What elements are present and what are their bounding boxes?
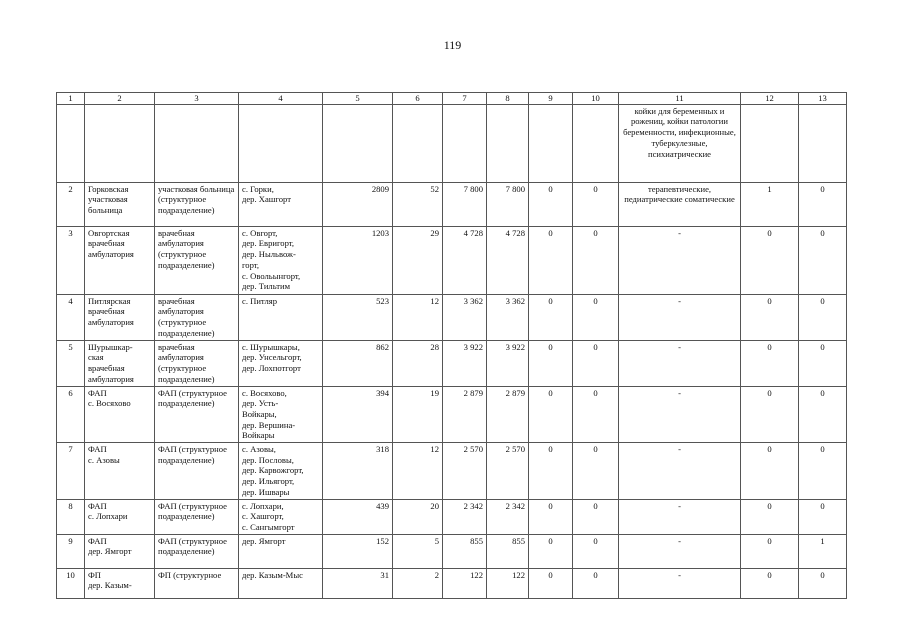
col9-cell: 0: [529, 226, 573, 294]
col9-cell: 0: [529, 568, 573, 598]
col7-cell: 122: [443, 568, 487, 598]
col12-cell: 0: [741, 340, 799, 386]
col10-cell: 0: [573, 534, 619, 568]
population-cell: 31: [323, 568, 393, 598]
settlements-cell: с. Овгорт, дер. Евригорт, дер. Ныльвож- горт, с. Овольынгорт, дер. Тильтим: [239, 226, 323, 294]
col13-cell: 1: [799, 534, 847, 568]
row-number-cell: 9: [57, 534, 85, 568]
col12-cell: 0: [741, 443, 799, 500]
col12-cell: 0: [741, 226, 799, 294]
facility-type-cell: врачебная амбулатория (структурное подразделение): [155, 340, 239, 386]
row-number-cell: 2: [57, 182, 85, 226]
col13-cell: 0: [799, 568, 847, 598]
facility-type-cell: ФАП (структурное подразделение): [155, 386, 239, 443]
col8-cell: 3 922: [487, 340, 529, 386]
col8-cell: 855: [487, 534, 529, 568]
row-number-cell: 6: [57, 386, 85, 443]
facility-type-cell: врачебная амбулатория (структурное подразделение): [155, 294, 239, 340]
col10-cell: 0: [573, 294, 619, 340]
col9-cell: 0: [529, 294, 573, 340]
facility-name-cell: ФАП с. Лопхари: [85, 499, 155, 534]
facility-name-cell: ФАП с. Азовы: [85, 443, 155, 500]
column-header: 4: [239, 93, 323, 105]
col10-cell: 0: [573, 443, 619, 500]
table-cell: [155, 104, 239, 182]
col8-cell: 2 879: [487, 386, 529, 443]
facility-name-cell: ФАП дер. Ямгорт: [85, 534, 155, 568]
facility-name-cell: Шурышкар- ская врачебная амбулатория: [85, 340, 155, 386]
col8-cell: 2 570: [487, 443, 529, 500]
population-cell: 862: [323, 340, 393, 386]
facility-type-cell: ФАП (структурное подразделение): [155, 534, 239, 568]
bed-profile-cell: -: [619, 534, 741, 568]
table-cell: [529, 104, 573, 182]
facility-type-cell: ФАП (структурное подразделение): [155, 443, 239, 500]
col6-cell: 12: [393, 294, 443, 340]
table-cell: [57, 104, 85, 182]
table-row: [57, 499, 847, 534]
col13-cell: 0: [799, 443, 847, 500]
facility-type-cell: ФП (структурное: [155, 568, 239, 598]
col13-cell: 0: [799, 294, 847, 340]
table-row: [57, 226, 847, 294]
population-cell: 1203: [323, 226, 393, 294]
col6-cell: 19: [393, 386, 443, 443]
page-number: 119: [443, 38, 462, 52]
population-cell: 523: [323, 294, 393, 340]
facility-name-cell: ФП дер. Казым-: [85, 568, 155, 598]
settlements-cell: дер. Казым-Мыс: [239, 568, 323, 598]
col9-cell: 0: [529, 182, 573, 226]
table-cell: [799, 104, 847, 182]
facility-type-cell: участковая больница (структурное подразделение): [155, 182, 239, 226]
table-row: [57, 386, 847, 443]
col13-cell: 0: [799, 182, 847, 226]
row-number-cell: 10: [57, 568, 85, 598]
population-cell: 152: [323, 534, 393, 568]
column-header: 8: [487, 93, 529, 105]
col7-cell: 2 879: [443, 386, 487, 443]
bed-profile-cell: койки для беременных и рожениц, койки патологии беременности, инфекционные, туберкулезные, психиатрические: [619, 104, 741, 182]
col12-cell: 0: [741, 294, 799, 340]
col8-cell: 122: [487, 568, 529, 598]
settlements-cell: с. Шурышкары, дер. Унсельгорт, дер. Лохпотгорт: [239, 340, 323, 386]
table-cell: [393, 104, 443, 182]
population-cell: 439: [323, 499, 393, 534]
col7-cell: 2 342: [443, 499, 487, 534]
column-number-row: [57, 93, 847, 105]
row-number-cell: 8: [57, 499, 85, 534]
col9-cell: 0: [529, 534, 573, 568]
settlements-cell: с. Питляр: [239, 294, 323, 340]
facility-type-cell: врачебная амбулатория (структурное подразделение): [155, 226, 239, 294]
column-header: 3: [155, 93, 239, 105]
bed-profile-cell: -: [619, 386, 741, 443]
col6-cell: 28: [393, 340, 443, 386]
col10-cell: 0: [573, 226, 619, 294]
col12-cell: 0: [741, 386, 799, 443]
col7-cell: 3 362: [443, 294, 487, 340]
col6-cell: 12: [393, 443, 443, 500]
col7-cell: 7 800: [443, 182, 487, 226]
table-row: [57, 443, 847, 500]
bed-profile-cell: терапевтические, педиатрические соматические: [619, 182, 741, 226]
bed-profile-cell: -: [619, 294, 741, 340]
row-number-cell: 7: [57, 443, 85, 500]
col10-cell: 0: [573, 182, 619, 226]
col13-cell: 0: [799, 340, 847, 386]
table-row: [57, 182, 847, 226]
col7-cell: 855: [443, 534, 487, 568]
table-cell: [487, 104, 529, 182]
table-row: [57, 340, 847, 386]
table-cell: [323, 104, 393, 182]
col13-cell: 0: [799, 386, 847, 443]
bed-profile-cell: -: [619, 499, 741, 534]
col13-cell: 0: [799, 226, 847, 294]
bed-profile-cell: -: [619, 443, 741, 500]
col12-cell: 1: [741, 182, 799, 226]
column-header: 9: [529, 93, 573, 105]
column-header: 10: [573, 93, 619, 105]
col13-cell: 0: [799, 499, 847, 534]
table-cell: [239, 104, 323, 182]
column-header: 13: [799, 93, 847, 105]
facility-name-cell: Горковская участковая больница: [85, 182, 155, 226]
col12-cell: 0: [741, 499, 799, 534]
column-header: 6: [393, 93, 443, 105]
bed-profile-cell: -: [619, 226, 741, 294]
column-header: 12: [741, 93, 799, 105]
table-body: [57, 93, 847, 599]
settlements-cell: с. Горки, дер. Хашгорт: [239, 182, 323, 226]
col8-cell: 3 362: [487, 294, 529, 340]
facility-name-cell: ФАП с. Восяхово: [85, 386, 155, 443]
settlements-cell: дер. Ямгорт: [239, 534, 323, 568]
facility-name-cell: Овгортская врачебная амбулатория: [85, 226, 155, 294]
column-header: 1: [57, 93, 85, 105]
col8-cell: 2 342: [487, 499, 529, 534]
col7-cell: 4 728: [443, 226, 487, 294]
col7-cell: 2 570: [443, 443, 487, 500]
population-cell: 318: [323, 443, 393, 500]
column-header: 2: [85, 93, 155, 105]
facility-type-cell: ФАП (структурное подразделение): [155, 499, 239, 534]
col10-cell: 0: [573, 340, 619, 386]
table-cell: [573, 104, 619, 182]
col8-cell: 4 728: [487, 226, 529, 294]
col10-cell: 0: [573, 386, 619, 443]
col9-cell: 0: [529, 386, 573, 443]
table-row: [57, 568, 847, 598]
col9-cell: 0: [529, 340, 573, 386]
table-cell: [741, 104, 799, 182]
settlements-cell: с. Восяхово, дер. Усть- Войкары, дер. Вершина- Войкары: [239, 386, 323, 443]
row-number-cell: 3: [57, 226, 85, 294]
facilities-table: [56, 92, 847, 599]
col6-cell: 52: [393, 182, 443, 226]
settlements-cell: с. Лопхари, с. Хашгорт, с. Сангымгорт: [239, 499, 323, 534]
continuation-row: [57, 104, 847, 182]
settlements-cell: с. Азовы, дер. Пословы, дер. Карвожгорт, дер. Ильягорт, дер. Ишвары: [239, 443, 323, 500]
row-number-cell: 5: [57, 340, 85, 386]
col6-cell: 29: [393, 226, 443, 294]
population-cell: 2809: [323, 182, 393, 226]
col9-cell: 0: [529, 443, 573, 500]
col8-cell: 7 800: [487, 182, 529, 226]
table-row: [57, 294, 847, 340]
row-number-cell: 4: [57, 294, 85, 340]
col6-cell: 5: [393, 534, 443, 568]
bed-profile-cell: -: [619, 568, 741, 598]
col10-cell: 0: [573, 499, 619, 534]
column-header: 5: [323, 93, 393, 105]
col9-cell: 0: [529, 499, 573, 534]
table-row: [57, 534, 847, 568]
facility-name-cell: Питлярская врачебная амбулатория: [85, 294, 155, 340]
col6-cell: 20: [393, 499, 443, 534]
column-header: 11: [619, 93, 741, 105]
table-cell: [443, 104, 487, 182]
col6-cell: 2: [393, 568, 443, 598]
table-cell: [85, 104, 155, 182]
col10-cell: 0: [573, 568, 619, 598]
col12-cell: 0: [741, 534, 799, 568]
col12-cell: 0: [741, 568, 799, 598]
population-cell: 394: [323, 386, 393, 443]
bed-profile-cell: -: [619, 340, 741, 386]
column-header: 7: [443, 93, 487, 105]
col7-cell: 3 922: [443, 340, 487, 386]
